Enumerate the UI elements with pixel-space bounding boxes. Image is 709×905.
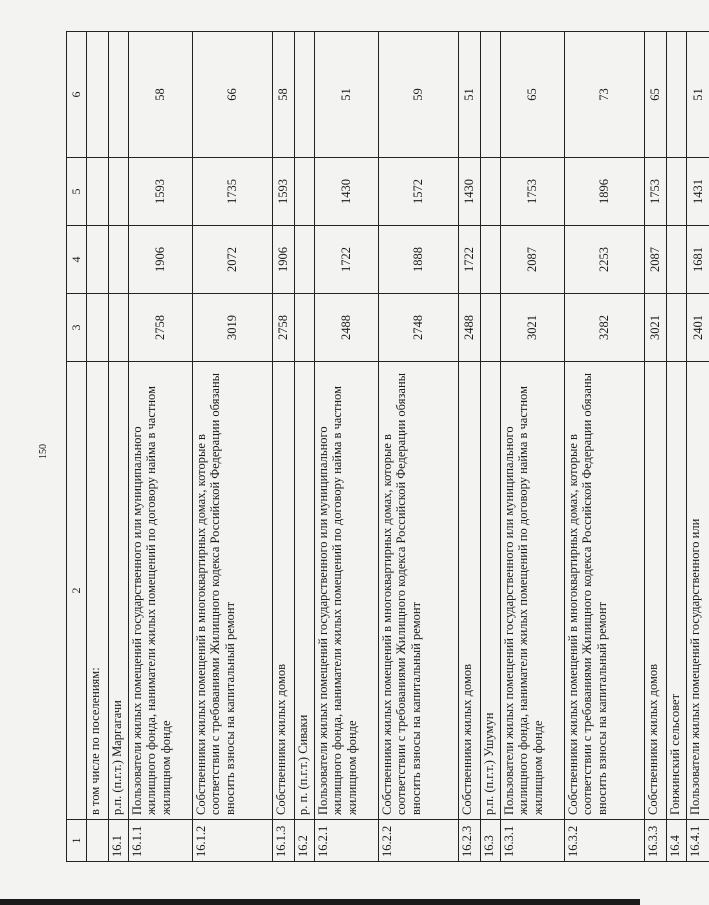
table-row [109,32,129,862]
row-value-col-3: 2488 [459,294,481,362]
row-value-col-6: 58 [273,32,295,158]
table-row [565,32,645,862]
row-value-col-6: 51 [459,32,481,158]
row-value-col-5: 1593 [129,158,193,226]
row-value-col-4: 1906 [129,226,193,294]
row-name: Собственники жилых домов [273,362,295,820]
table-row [273,32,295,862]
row-value-col-4: 1681 [687,226,709,294]
row-value-col-6: 51 [687,32,709,158]
row-value-col-3: 3021 [645,294,667,362]
table-row [295,32,315,862]
row-name: Собственники жилых домов [645,362,667,820]
row-value-col-5: 1430 [315,158,379,226]
row-value-col-6 [109,32,129,158]
table-row [87,32,109,862]
table-row [645,32,667,862]
row-value-col-3 [667,294,687,362]
row-name: Пользователи жилых помещений государственного или муниципального жилищного фонда, наниматели жилых помещений по договору найма в частном жилищном фонде [129,362,193,820]
row-value-col-3 [109,294,129,362]
row-value-col-3: 3021 [501,294,565,362]
row-name: в том числе по поселениям: [87,362,109,820]
row-name: Собственники жилых помещений в многоквартирных домах, которые в соответствии с требованиями Жилищного кодекса Российской Федерации обязаны вносить взносы на капитальный ремонт [565,362,645,820]
row-value-col-4 [295,226,315,294]
tariff-table-sheet [66,32,705,862]
row-value-col-5 [295,158,315,226]
row-value-col-5: 1431 [687,158,709,226]
table-row [315,32,379,862]
row-value-col-4: 2087 [501,226,565,294]
table-row [687,32,709,862]
row-name: Собственники жилых домов [459,362,481,820]
row-value-col-5 [109,158,129,226]
row-value-col-4 [109,226,129,294]
row-value-col-6 [481,32,501,158]
row-code: 16.1.1 [129,820,193,862]
header-col-4: 4 [67,226,87,294]
row-value-col-6: 65 [501,32,565,158]
row-value-col-3: 3019 [193,294,273,362]
row-value-col-4: 1722 [459,226,481,294]
row-value-col-4: 2087 [645,226,667,294]
row-value-col-5 [87,158,109,226]
row-value-col-4 [87,226,109,294]
row-code: 16.2.2 [379,820,459,862]
row-code: 16.2.1 [315,820,379,862]
row-code: 16.1.2 [193,820,273,862]
row-value-col-4: 1906 [273,226,295,294]
row-value-col-4 [667,226,687,294]
page-number: 150 [38,444,49,459]
row-value-col-3 [295,294,315,362]
scan-edge-strip [0,899,640,905]
row-name: Гонжинский сельсовет [667,362,687,820]
header-col-3: 3 [67,294,87,362]
table-row [481,32,501,862]
row-code: 16.1.3 [273,820,295,862]
table-row [667,32,687,862]
row-name: р. п. (п.г.т.) Сиваки [295,362,315,820]
table-row [379,32,459,862]
row-value-col-5: 1735 [193,158,273,226]
row-value-col-3: 2758 [273,294,295,362]
row-value-col-6: 65 [645,32,667,158]
row-code [87,820,109,862]
row-value-col-4: 2072 [193,226,273,294]
row-value-col-6 [87,32,109,158]
table-body [87,32,709,862]
row-name: Пользователи жилых помещений государственного или муниципального жилищного фонда, наниматели жилых помещений по договору найма в частном жилищном фонде [501,362,565,820]
row-value-col-6: 59 [379,32,459,158]
row-value-col-4: 2253 [565,226,645,294]
row-value-col-3 [481,294,501,362]
row-value-col-6: 66 [193,32,273,158]
tariff-table [66,31,709,862]
row-value-col-5: 1593 [273,158,295,226]
row-value-col-5: 1896 [565,158,645,226]
row-name: Пользователи жилых помещений государственного или муниципального жилищного фонда, наниматели жилых помещений по договору найма в частном жилищном фонде [315,362,379,820]
row-value-col-5: 1753 [645,158,667,226]
row-value-col-4 [481,226,501,294]
row-code: 16.3.3 [645,820,667,862]
row-value-col-5: 1430 [459,158,481,226]
row-value-col-6 [295,32,315,158]
header-col-6: 6 [67,32,87,158]
row-code: 16.2.3 [459,820,481,862]
header-col-1: 1 [67,820,87,862]
row-code: 16.1 [109,820,129,862]
row-value-col-3: 3282 [565,294,645,362]
row-code: 16.3.1 [501,820,565,862]
row-value-col-3: 2401 [687,294,709,362]
table-row [501,32,565,862]
row-value-col-6: 73 [565,32,645,158]
row-value-col-5: 1572 [379,158,459,226]
row-value-col-3: 2758 [129,294,193,362]
row-value-col-3: 2488 [315,294,379,362]
row-value-col-5: 1753 [501,158,565,226]
row-name: Собственники жилых помещений в многоквартирных домах, которые в соответствии с требованиями Жилищного кодекса Российской Федерации обязаны вносить взносы на капитальный ремонт [193,362,273,820]
table-row [193,32,273,862]
row-value-col-4: 1722 [315,226,379,294]
row-name: Пользователи жилых помещений государственного или [687,362,709,820]
header-col-5: 5 [67,158,87,226]
table-row [129,32,193,862]
row-code: 16.4 [667,820,687,862]
row-value-col-3: 2748 [379,294,459,362]
row-value-col-5 [481,158,501,226]
row-value-col-6 [667,32,687,158]
row-value-col-6: 51 [315,32,379,158]
row-name: р.п. (п.г.т.) Маргагачи [109,362,129,820]
row-code: 16.3 [481,820,501,862]
table-row [459,32,481,862]
row-name: Собственники жилых помещений в многоквартирных домах, которые в соответствии с требованиями Жилищного кодекса Российской Федерации обязаны вносить взносы на капитальный ремонт [379,362,459,820]
header-row [67,32,87,862]
row-code: 16.2 [295,820,315,862]
row-code: 16.4.1 [687,820,709,862]
row-code: 16.3.2 [565,820,645,862]
row-value-col-6: 58 [129,32,193,158]
header-col-2: 2 [67,362,87,820]
row-value-col-5 [667,158,687,226]
row-value-col-3 [87,294,109,362]
row-value-col-4: 1888 [379,226,459,294]
row-name: р.п. (п.г.т.) Ушумун [481,362,501,820]
